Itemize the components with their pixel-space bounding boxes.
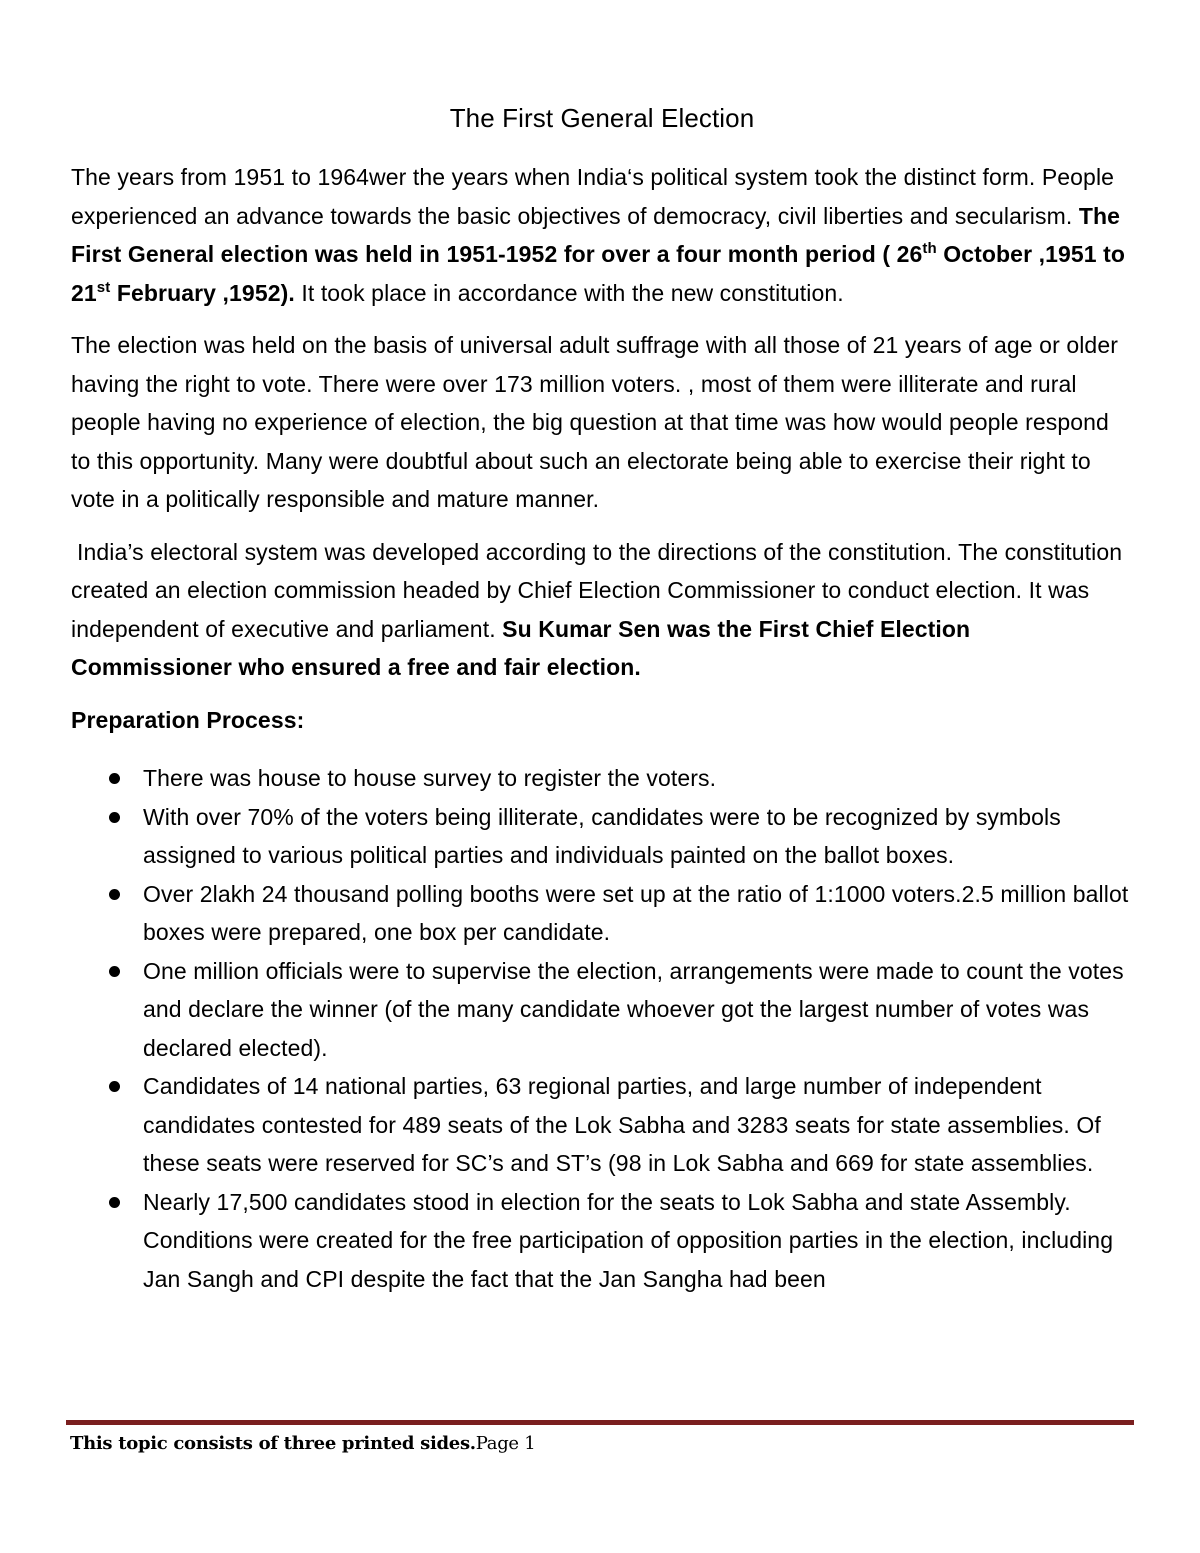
paragraph-1 <box>71 158 1133 312</box>
paragraph-3 <box>71 533 1133 687</box>
list-item <box>71 875 1133 952</box>
list-item-text: With over 70% of the voters being illiterate, candidates were to be recognized by symbols assigned to various political parties and individuals painted on the ballot boxes. <box>143 803 1061 868</box>
list-item-text: There was house to house survey to register the voters. <box>143 765 717 791</box>
page-footer <box>70 1432 535 1456</box>
footer-divider <box>66 1420 1134 1425</box>
paragraph-1-bold-a: The First General election was held in 1951-1952 for over a four month period ( 26 <box>71 202 1121 267</box>
list-item-text: Over 2lakh 24 thousand polling booths were set up at the ratio of 1:1000 voters.2.5 million ballot boxes were prepared, one box per candidate. <box>143 880 1129 945</box>
paragraph-2: The election was held on the basis of universal adult suffrage with all those of 21 years of age or older having the right to vote. There were over 173 million voters. , most of them were illiterate and rural people having no experience of election, the big question at that time was how would people respond to this opportunity. Many were doubtful about such an electorate being able to exercise their right to vote in a politically responsible and mature manner. <box>71 332 1118 512</box>
list-item-text: Nearly 17,500 candidates stood in election for the seats to Lok Sabha and state Assembly. Conditions were created for the free participation of opposition parties in the election, including Jan Sangh and CPI despite the fact that the Jan Sangha had been <box>143 1188 1114 1292</box>
bullet-icon <box>109 1197 120 1208</box>
bullet-icon <box>109 773 120 784</box>
section-heading-preparation: Preparation Process: <box>71 706 305 733</box>
list-item-text: One million officials were to supervise the election, arrangements were made to count the votes and declare the winner (of the many candidate whoever got the largest number of votes was declared elected). <box>143 957 1124 1061</box>
paragraph-3-bold: Su Kumar Sen was the First Chief Election Commissioner who ensured a free and fair election. <box>71 615 971 680</box>
list-item <box>71 759 1133 798</box>
paragraph-1-bold-c: February ,1952). <box>110 279 295 306</box>
bullet-icon <box>109 1081 120 1092</box>
bullet-icon <box>109 812 120 823</box>
paragraph-3-text: India’s electoral system was developed according to the directions of the constitution. The constitution created an election commission headed by Chief Election Commissioner to conduct election. It was independent of executive and parliament. <box>71 538 1123 642</box>
paragraph-1-sup-a: th <box>922 240 937 258</box>
paragraph-1-sup-b: st <box>96 278 111 296</box>
bullet-icon <box>109 966 120 977</box>
list-item <box>71 1183 1133 1299</box>
document-body <box>71 98 1133 1298</box>
paragraph-1-bold-b: October ,1951 to 21 <box>71 241 1126 306</box>
document-title: The First General Election <box>449 103 755 133</box>
paragraph-1-text-b: It took place in accordance with the new constitution. <box>294 279 844 306</box>
preparation-list <box>71 759 1133 1298</box>
list-item <box>71 798 1133 875</box>
footer-note: This topic consists of three printed sides. <box>70 1433 476 1454</box>
list-item-text: Candidates of 14 national parties, 63 regional parties, and large number of independent candidates contested for 489 seats of the Lok Sabha and 3283 seats for state assemblies. Of these seats were reserved for SC’s and ST’s (98 in Lok Sabha and 669 for state assemblies. <box>143 1073 1101 1176</box>
list-item <box>71 1067 1133 1183</box>
page-number: Page 1 <box>475 1433 536 1454</box>
paragraph-1-text-a: The years from 1951 to 1964wer the years when India‘s political system took the distinct form. People experienced an advance towards the basic objectives of democracy, civil liberties and secularism. <box>71 164 1115 229</box>
list-item <box>71 952 1133 1068</box>
bullet-icon <box>109 889 120 900</box>
